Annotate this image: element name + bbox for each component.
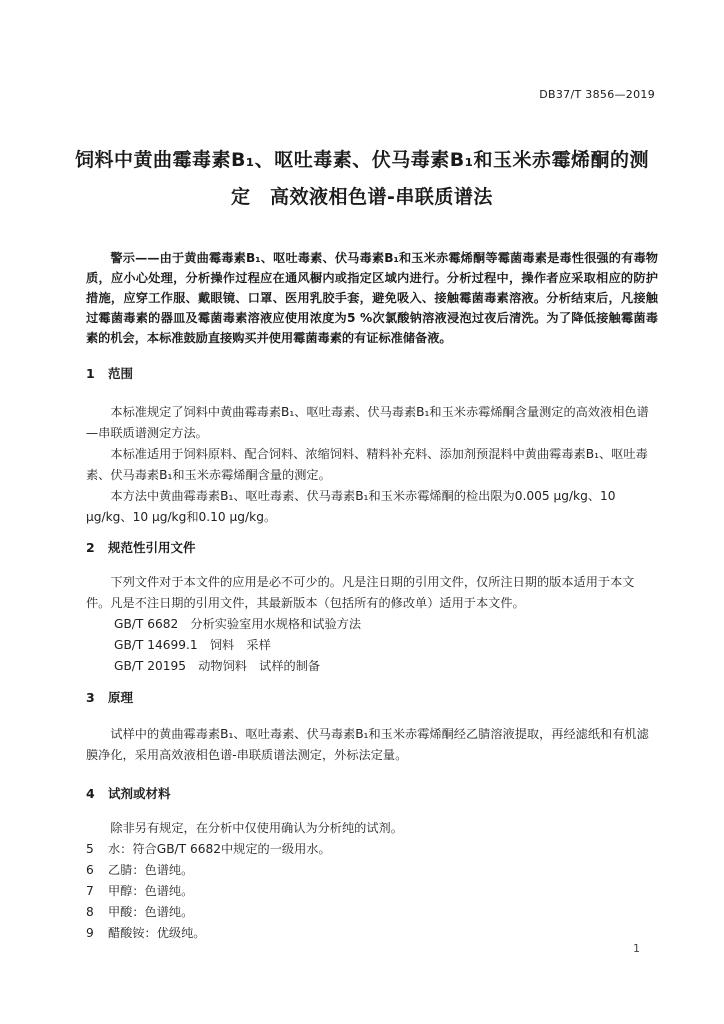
document-title-line-2: 定 高效液相色谱-串联质谱法: [231, 186, 493, 208]
item-text: 水：符合GB/T 6682中规定的一级用水。: [108, 842, 331, 856]
list-item: [86, 881, 658, 902]
section-1-body: [86, 402, 658, 528]
list-item: [86, 902, 658, 923]
section-number: 3: [86, 690, 95, 705]
section-4-body: [86, 818, 658, 944]
section-3-body: [86, 724, 658, 766]
warning-paragraph: [86, 248, 658, 348]
paragraph: 下列文件对于本文件的应用是必不可少的。凡是注日期的引用文件，仅所注日期的版本适用于本文件。凡是不注日期的引用文件，其最新版本（包括所有的修改单）适用于本文件。: [86, 575, 635, 610]
paragraph: 本标准适用于饲料原料、配合饲料、浓缩饲料、精料补充料、添加剂预混料中黄曲霉毒素B₁、呕吐毒素、伏马毒素B₁和玉米赤霉烯酮含量的测定。: [86, 447, 648, 482]
item-number: 6: [86, 863, 94, 877]
paragraph: 本标准规定了饲料中黄曲霉毒素B₁、呕吐毒素、伏马毒素B₁和玉米赤霉烯酮含量测定的高效液相色谱—串联质谱测定方法。: [86, 405, 649, 440]
item-text: 甲酸：色谱纯。: [108, 905, 194, 919]
paragraph: 本方法中黄曲霉毒素B₁、呕吐毒素、伏马毒素B₁和玉米赤霉烯酮的检出限为0.005 μg/kg、10 μg/kg、10 μg/kg和0.10 μg/kg。: [86, 489, 616, 524]
section-heading-3: [86, 688, 133, 706]
list-item: [86, 860, 658, 881]
normative-reference: GB/T 20195 动物饲料 试样的制备: [114, 659, 321, 673]
section-title: 原理: [108, 690, 134, 705]
paragraph: 试样中的黄曲霉毒素B₁、呕吐毒素、伏马毒素B₁和玉米赤霉烯酮经乙腈溶液提取，再经滤纸和有机滤膜净化，采用高效液相色谱-串联质谱法测定，外标法定量。: [86, 727, 649, 762]
section-heading-2: [86, 538, 196, 556]
section-2-body: [86, 572, 658, 677]
section-title: 规范性引用文件: [108, 540, 196, 555]
section-number: 4: [86, 786, 95, 801]
section-heading-4: [86, 784, 171, 802]
paragraph: 除非另有规定，在分析中仅使用确认为分析纯的试剂。: [110, 821, 403, 835]
normative-reference: GB/T 6682 分析实验室用水规格和试验方法: [114, 617, 362, 631]
warning-text: 警示——由于黄曲霉毒素B₁、呕吐毒素、伏马毒素B₁和玉米赤霉烯酮等霉菌毒素是毒性很强的有毒物质，应小心处理，分析操作过程应在通风橱内或指定区域内进行。分析过程中，操作者应采取相应的防护措施，应穿工作服、戴眼镜、口罩、医用乳胶手套，避免吸入、接触霉菌毒素溶液。分析结束后，凡接触过霉菌毒素的器皿及霉菌毒素溶液应使用浓度为5 %次氯酸钠溶液浸泡过夜后清洗。为了降低接触霉菌毒素的机会，本标准鼓励直接购买并使用霉菌毒素的有证标准储备液。: [86, 251, 658, 345]
section-title: 范围: [108, 366, 134, 381]
item-text: 醋酸铵：优级纯。: [108, 926, 206, 940]
standard-number: DB37/T 3856—2019: [539, 88, 655, 101]
item-number: 8: [86, 905, 94, 919]
item-number: 7: [86, 884, 94, 898]
item-text: 甲醇：色谱纯。: [108, 884, 194, 898]
item-text: 乙腈：色谱纯。: [108, 863, 194, 877]
list-item: [86, 923, 658, 944]
list-item: [86, 839, 658, 860]
section-number: 1: [86, 366, 95, 381]
section-number: 2: [86, 540, 95, 555]
document-title-line-1: 饲料中黄曲霉毒素B₁、呕吐毒素、伏马毒素B₁和玉米赤霉烯酮的测: [74, 149, 650, 171]
item-number: 5: [86, 842, 94, 856]
section-heading-1: [86, 364, 133, 382]
page-number: 1: [633, 942, 640, 955]
section-title: 试剂或材料: [108, 786, 171, 801]
normative-reference: GB/T 14699.1 饲料 采样: [114, 638, 271, 652]
item-number: 9: [86, 926, 94, 940]
